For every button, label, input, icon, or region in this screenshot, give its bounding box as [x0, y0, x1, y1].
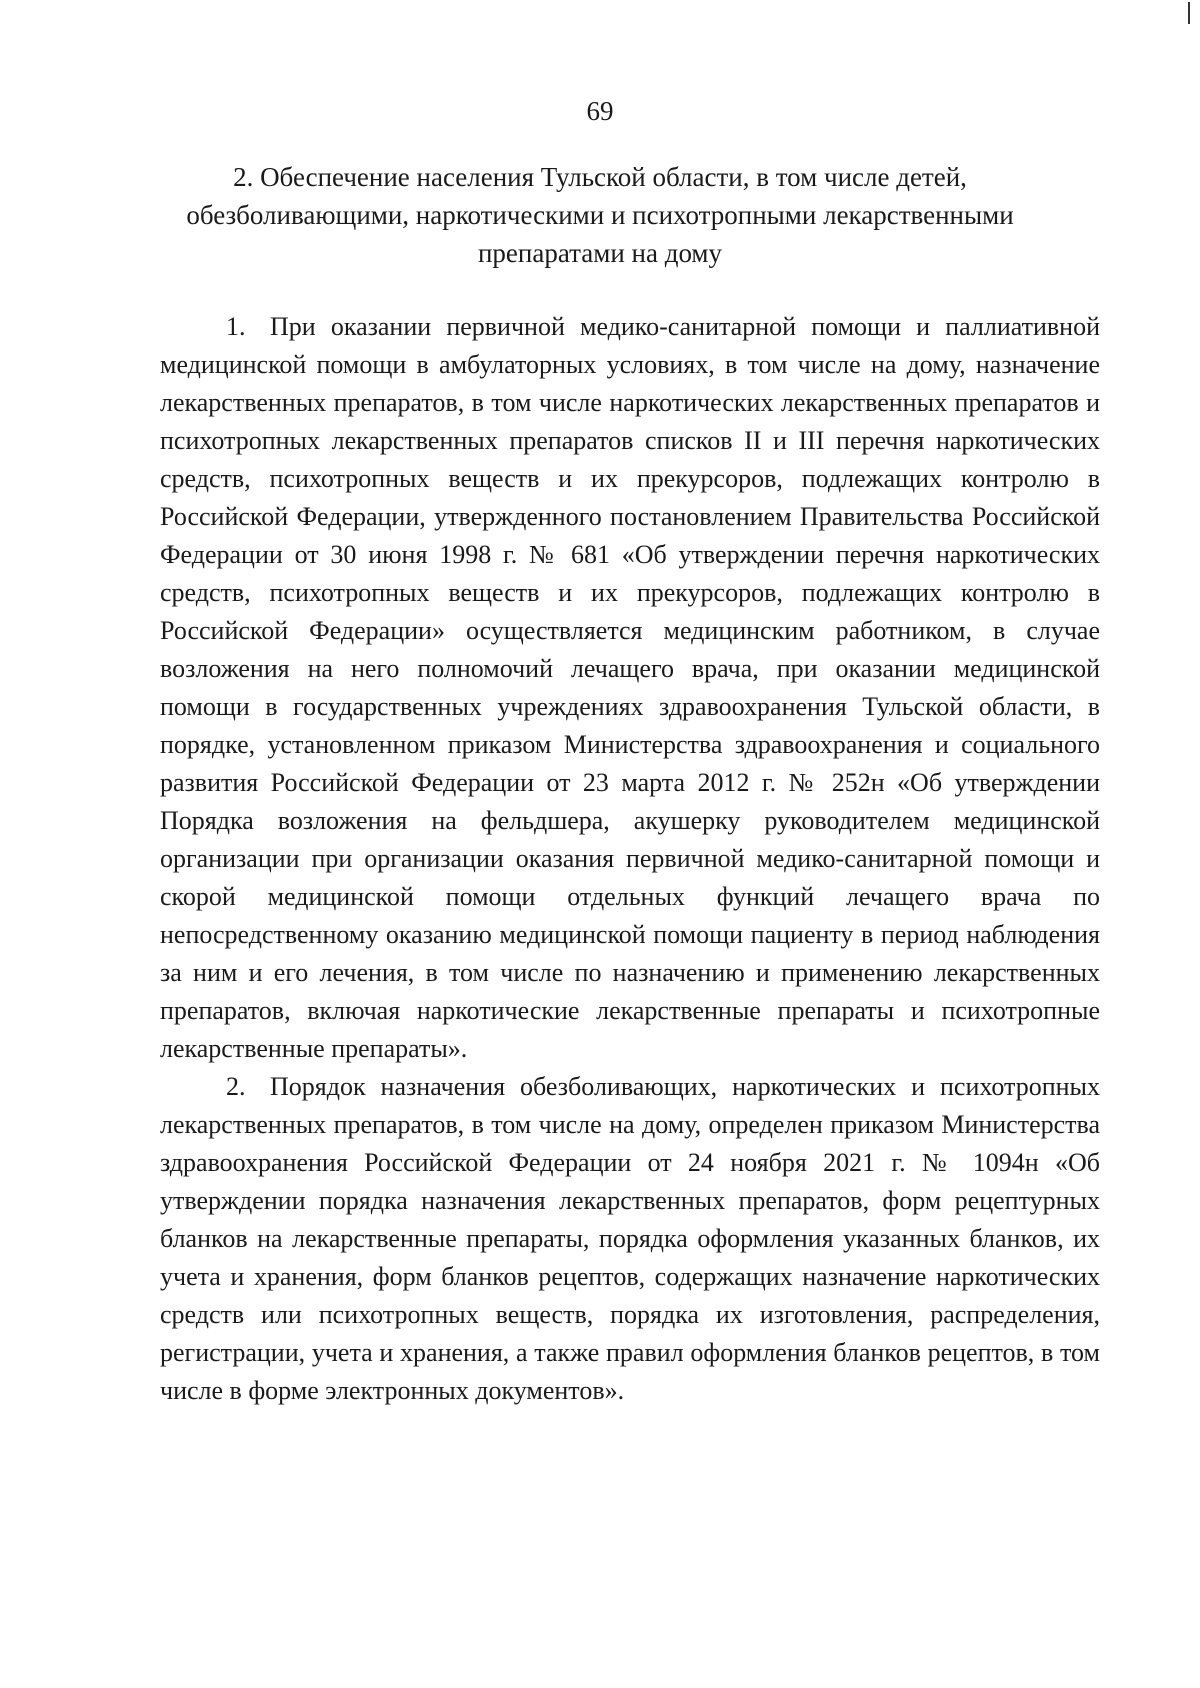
heading-line: 2. Обеспечение населения Тульской области, в том числе детей,	[233, 162, 967, 192]
heading-line: обезболивающими, наркотическими и психотропными лекарственными	[186, 200, 1014, 230]
document-body	[160, 308, 1100, 1410]
scan-mark	[1188, 2, 1190, 24]
page-number: 69	[586, 96, 614, 126]
paragraph-number: 2.	[226, 1072, 246, 1101]
section-heading	[170, 158, 1030, 272]
paragraph-number: 1.	[226, 312, 246, 341]
paragraph-2	[160, 1068, 1100, 1410]
paragraph-text: При оказании первичной медико-санитарной помощи и паллиативной медицинской помощи в амбулаторных условиях, в том числе на дому, назначение лекарственных препаратов, в том числе наркотических лекарственных препаратов и психотропных лекарственных препаратов списков II и III перечня наркотических средств, психотропных веществ и их прекурсоров, подлежащих контролю в Российской Федерации, утвержденного постановлением Правительства Российской Федерации от 30 июня 1998 г. № 681 «Об утверждении перечня наркотических средств, психотропных веществ и их прекурсоров, подлежащих контролю в Российской Федерации» осуществляется медицинским работником, в случае возложения на него полномочий лечащего врача, при оказании медицинской помощи в государственных учреждениях здравоохранения Тульской области, в порядке, установленном приказом Министерства здравоохранения и социального развития Российской Федерации от 23 марта 2012 г. № 252н «Об утверждении Порядка возложения на фельдшера, акушерку руководителем медицинской организации при организации оказания первичной медико-санитарной помощи и скорой медицинской помощи отдельных функций лечащего врача по непосредственному оказанию медицинской помощи пациенту в период наблюдения за ним и его лечения, в том числе по назначению и применению лекарственных препаратов, включая наркотические лекарственные препараты и психотропные лекарственные препараты».	[160, 312, 1100, 1063]
paragraph-1	[160, 308, 1100, 1068]
heading-line: препаратами на дому	[477, 238, 723, 268]
paragraph-text: Порядок назначения обезболивающих, наркотических и психотропных лекарственных препаратов, в том числе на дому, определен приказом Министерства здравоохранения Российской Федерации от 24 ноября 2021 г. № 1094н «Об утверждении порядка назначения лекарственных препаратов, форм рецептурных бланков на лекарственные препараты, порядка оформления указанных бланков, их учета и хранения, форм бланков рецептов, содержащих назначение наркотических средств или психотропных веществ, порядка их изготовления, распределения, регистрации, учета и хранения, а также правил оформления бланков рецептов, в том числе в форме электронных документов».	[160, 1072, 1100, 1405]
